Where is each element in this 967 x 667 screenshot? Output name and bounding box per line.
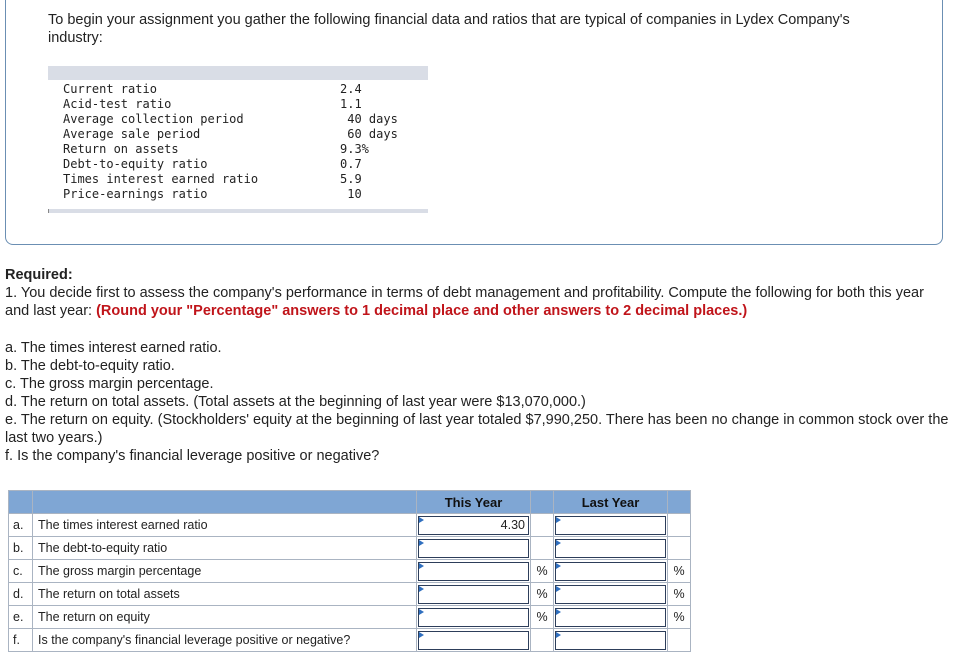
this-year-unit [531, 514, 554, 537]
part-e: e. The return on equity. (Stockholders' equity at the beginning of last year totaled $7,990,250. There has been no change in common stock over the last two years.) [5, 412, 949, 446]
last-year-unit: % [668, 583, 691, 606]
required-section [5, 266, 950, 320]
last-year-input[interactable] [555, 585, 666, 604]
required-title: Required: [5, 267, 73, 283]
intro-text: To begin your assignment you gather the following financial data and ratios that are typical of companies in Lydex Company's industry: [48, 12, 850, 46]
last-year-cell [554, 537, 668, 560]
table-row [9, 583, 691, 606]
last-year-unit [668, 514, 691, 537]
ratio-row [48, 97, 428, 112]
last-year-input[interactable] [555, 562, 666, 581]
this-year-cell [417, 537, 531, 560]
last-year-input[interactable] [555, 516, 666, 535]
row-label: The times interest earned ratio [33, 514, 417, 537]
industry-ratios-table [48, 66, 428, 213]
question-parts [5, 339, 950, 465]
part-a: a. The times interest earned ratio. [5, 340, 222, 356]
last-year-cell [554, 629, 668, 652]
this-year-cell [417, 606, 531, 629]
ratio-row [48, 127, 428, 142]
ratio-value: 0.7 [340, 157, 362, 171]
row-label: The return on equity [33, 606, 417, 629]
table-row [9, 606, 691, 629]
ratio-row [48, 157, 428, 172]
row-letter: f. [9, 629, 33, 652]
last-year-input[interactable] [555, 539, 666, 558]
ratio-name: Current ratio [63, 82, 157, 96]
ratio-value: 2.4 [340, 82, 362, 96]
header-blank [9, 491, 33, 514]
this-year-unit [531, 629, 554, 652]
last-year-cell [554, 606, 668, 629]
row-label: The gross margin percentage [33, 560, 417, 583]
ratio-name: Average collection period [63, 112, 244, 126]
last-year-unit [668, 629, 691, 652]
ratio-row [48, 172, 428, 187]
ratio-name: Average sale period [63, 127, 201, 141]
this-year-cell [417, 560, 531, 583]
table-row [9, 514, 691, 537]
last-year-cell [554, 560, 668, 583]
row-label: The return on total assets [33, 583, 417, 606]
ratio-value: 60 days [340, 127, 398, 141]
part-d: d. The return on total assets. (Total assets at the beginning of last year were $13,070,000.) [5, 394, 586, 410]
ratio-row [48, 112, 428, 127]
ratio-rows [48, 80, 428, 202]
ratio-name: Debt-to-equity ratio [63, 157, 208, 171]
this-year-cell [417, 514, 531, 537]
ratio-row [48, 142, 428, 157]
this-year-unit: % [531, 560, 554, 583]
required-instruction [5, 284, 950, 320]
header-blank [33, 491, 417, 514]
part-b: b. The debt-to-equity ratio. [5, 358, 175, 374]
last-year-unit: % [668, 560, 691, 583]
header-last-year: Last Year [554, 491, 668, 514]
this-year-cell [417, 629, 531, 652]
this-year-unit: % [531, 606, 554, 629]
row-letter: c. [9, 560, 33, 583]
this-year-unit [531, 537, 554, 560]
ratio-value: 5.9 [340, 172, 362, 186]
last-year-unit: % [668, 606, 691, 629]
answer-table [8, 490, 691, 652]
row-label: The debt-to-equity ratio [33, 537, 417, 560]
ratio-row [48, 187, 428, 202]
last-year-unit [668, 537, 691, 560]
this-year-input[interactable] [418, 631, 529, 650]
last-year-input[interactable] [555, 608, 666, 627]
this-year-cell [417, 583, 531, 606]
this-year-unit: % [531, 583, 554, 606]
this-year-input[interactable] [418, 608, 529, 627]
row-letter: b. [9, 537, 33, 560]
ratio-value: 10 [340, 187, 362, 201]
instruction-text: 1. You decide first to assess the company's performance in terms of debt management and profitability. Compute the following for both this year and last year: [5, 285, 924, 319]
last-year-cell [554, 514, 668, 537]
table-row [9, 537, 691, 560]
ratio-name: Times interest earned ratio [63, 172, 259, 186]
this-year-input[interactable] [418, 585, 529, 604]
this-year-input[interactable] [418, 562, 529, 581]
this-year-input[interactable] [418, 539, 529, 558]
ratio-name: Acid-test ratio [63, 97, 172, 111]
part-c: c. The gross margin percentage. [5, 376, 214, 392]
table-row [9, 560, 691, 583]
ratio-table-footer [48, 209, 428, 213]
ratio-name: Return on assets [63, 142, 179, 156]
ratio-value: 9.3% [340, 142, 369, 156]
rounding-note: (Round your "Percentage" answers to 1 decimal place and other answers to 2 decimal places.) [96, 303, 748, 319]
part-f: f. Is the company's financial leverage positive or negative? [5, 448, 380, 464]
row-letter: a. [9, 514, 33, 537]
ratio-table-header [48, 66, 428, 80]
last-year-cell [554, 583, 668, 606]
table-row [9, 629, 691, 652]
this-year-input[interactable]: 4.30 [418, 516, 529, 535]
header-blank [668, 491, 691, 514]
ratio-row [48, 82, 428, 97]
row-letter: d. [9, 583, 33, 606]
row-letter: e. [9, 606, 33, 629]
ratio-name: Price-earnings ratio [63, 187, 208, 201]
answer-table-header [9, 491, 691, 514]
header-blank [531, 491, 554, 514]
last-year-input[interactable] [555, 631, 666, 650]
row-label: Is the company's financial leverage positive or negative? [33, 629, 417, 652]
ratio-value: 40 days [340, 112, 398, 126]
header-this-year: This Year [417, 491, 531, 514]
ratio-value: 1.1 [340, 97, 362, 111]
